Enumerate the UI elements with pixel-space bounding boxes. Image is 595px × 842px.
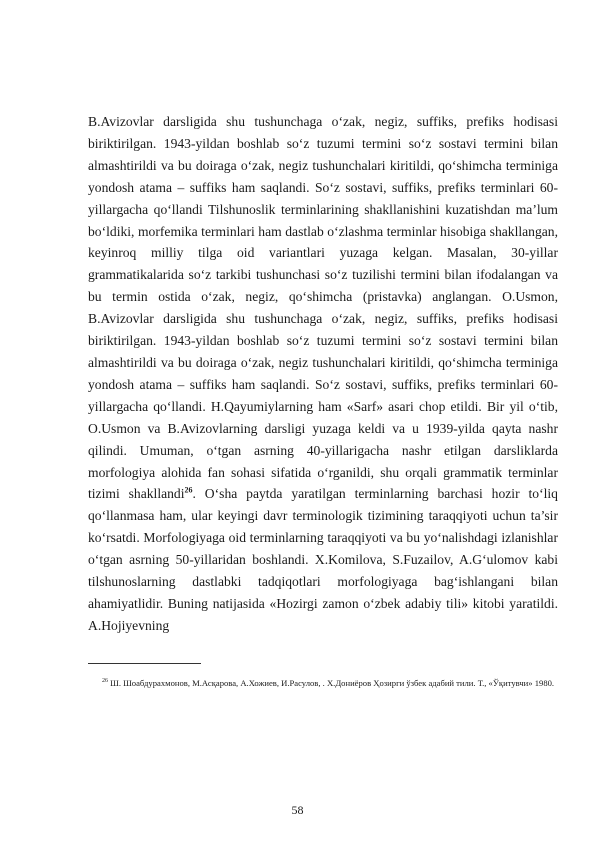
footnote-separator [88, 663, 201, 664]
footnote-text: Ш. Шоабдурахмонов, М.Асқарова, А.Хожиев, И.Расулов, . Х.Дониёров Ҳозирги ўзбек адабий тили. Т., «Ўқитувчи» 1980. [108, 678, 555, 688]
page-number: 58 [291, 803, 304, 817]
paragraph-text-after-ref: . O‘sha paytda yaratilgan terminlarning barchasi hozir to‘liq qo‘llanmasa ham, ular keyingi davr terminologik tizimining taraqqiyoti uchun ta’sir ko‘rsatdi. Morfologiyaga oid terminlarning taraqqiyoti va bu yo‘nalishdagi izlanishlar o‘tgan asrning 50-yillaridan boshlandi. X.Komilova, S.Fuzailov, A.G‘ulomov kabi tilshunoslarning dastlabki tadqiqotlari morfologiyaga bag‘ishlangani bilan ahamiyatlidir. Buning natijasida «Hozirgi zamon o‘zbek adabiy tili» kitobi yaratildi. A.Hojiyevning [88, 486, 558, 633]
main-paragraph [88, 111, 558, 637]
footnote-reference[interactable]: 26 [184, 485, 193, 495]
paragraph-text-before-ref: B.Avizovlar darsligida shu tushunchaga o‘zak, negiz, suffiks, prefiks hodisasi biriktirilgan. 1943-yildan boshlab so‘z tuzumi termini so‘z sostavi termini bilan almashtirildi va bu doiraga o‘zak, negiz tushunchalari kiritildi, qo‘shimcha terminiga yondosh atama – suffiks ham saqlandi. So‘z sostavi, suffiks, prefiks terminlari 60-yillargacha qo‘llandi Tilshunoslik terminlarining shakllanishini kuzatishdan ma’lum bo‘ldiki, morfemika terminlari ham dastlab o‘zlashma terminlar hisobiga shakllangan, keyinroq milliy tilga oid variantlari yuzaga kelgan. Masalan, 30-yillar grammatikalarida so‘z tarkibi tushunchasi so‘z tuzilishi termini bilan ifodalangan va bu termin ostida o‘zak, negiz, qo‘shimcha (pristavka) anglangan. O.Usmon, B.Avizovlar darsligida shu tushunchaga o‘zak, negiz, suffiks, prefiks hodisasi biriktirilgan. 1943-yildan boshlab so‘z tuzumi termini so‘z sostavi termini bilan almashtirildi va bu doiraga o‘zak, negiz tushunchalari kiritildi, qo‘shimcha terminiga yondosh atama – suffiks ham saqlandi. So‘z sostavi, suffiks, prefiks terminlari 60-yillargacha qo‘llandi. H.Qayumiylarning ham «Sarf» asari chop etildi. Bir yil o‘tib, O.Usmon va B.Avizovlarning darsligi yuzaga keldi va u 1939-yilda qayta nashr qilindi. Umuman, o‘tgan asrning 40-yillarigacha nashr etilgan darsliklarda morfologiya alohida fan sohasi sifatida o‘rganildi, shu orqali grammatik terminlar tizimi shakllandi [88, 114, 558, 502]
footnote [88, 675, 558, 692]
footnote-mark: 26 [102, 678, 108, 685]
